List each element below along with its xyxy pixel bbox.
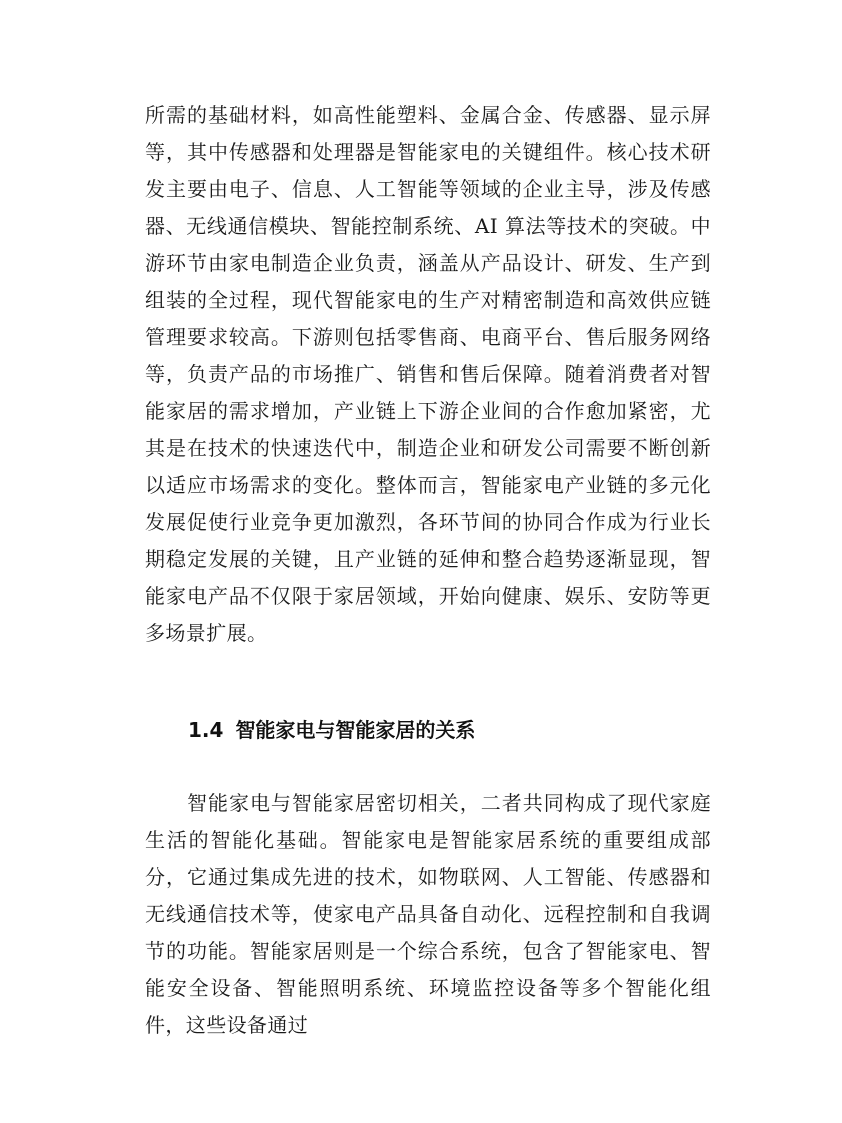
body-paragraph: 智能家电与智能家居密切相关，二者共同构成了现代家庭生活的智能化基础。智能家电是智能家居系统的重要组成部分，它通过集成先进的技术，如物联网、人工智能、传感器和无线通信技术等，使家电产品具备自动化、远程控制和自我调节的功能。智能家居则是一个综合系统，包含了智能家电、智能安全设备、智能照明系统、环境监控设备等多个智能化组件，这些设备通过: [145, 791, 711, 1037]
section-number: 1.4: [188, 718, 224, 742]
section-heading: [188, 716, 475, 744]
section-title: 智能家电与智能家居的关系: [235, 718, 476, 742]
body-paragraph: 所需的基础材料，如高性能塑料、金属合金、传感器、显示屏等，其中传感器和处理器是智能家电的关键组件。核心技术研发主要由电子、信息、人工智能等领域的企业主导，涉及传感器、无线通信模块、智能控制系统、AI 算法等技术的突破。中游环节由家电制造企业负责，涵盖从产品设计、研发、生产到组装的全过程，现代智能家电的生产对精密制造和高效供应链管理要求较高。下游则包括零售商、电商平台、售后服务网络等，负责产品的市场推广、销售和售后保障。随着消费者对智能家居的需求增加，产业链上下游企业间的合作愈加紧密，尤其是在技术的快速迭代中，制造企业和研发公司需要不断创新以适应市场需求的变化。整体而言，智能家电产业链的多元化发展促使行业竞争更加激烈，各环节间的协同合作成为行业长期稳定发展的关键，且产业链的延伸和整合趋势逐渐显现，智能家电产品不仅限于家居领域，开始向健康、娱乐、安防等更多场景扩展。: [145, 103, 711, 645]
